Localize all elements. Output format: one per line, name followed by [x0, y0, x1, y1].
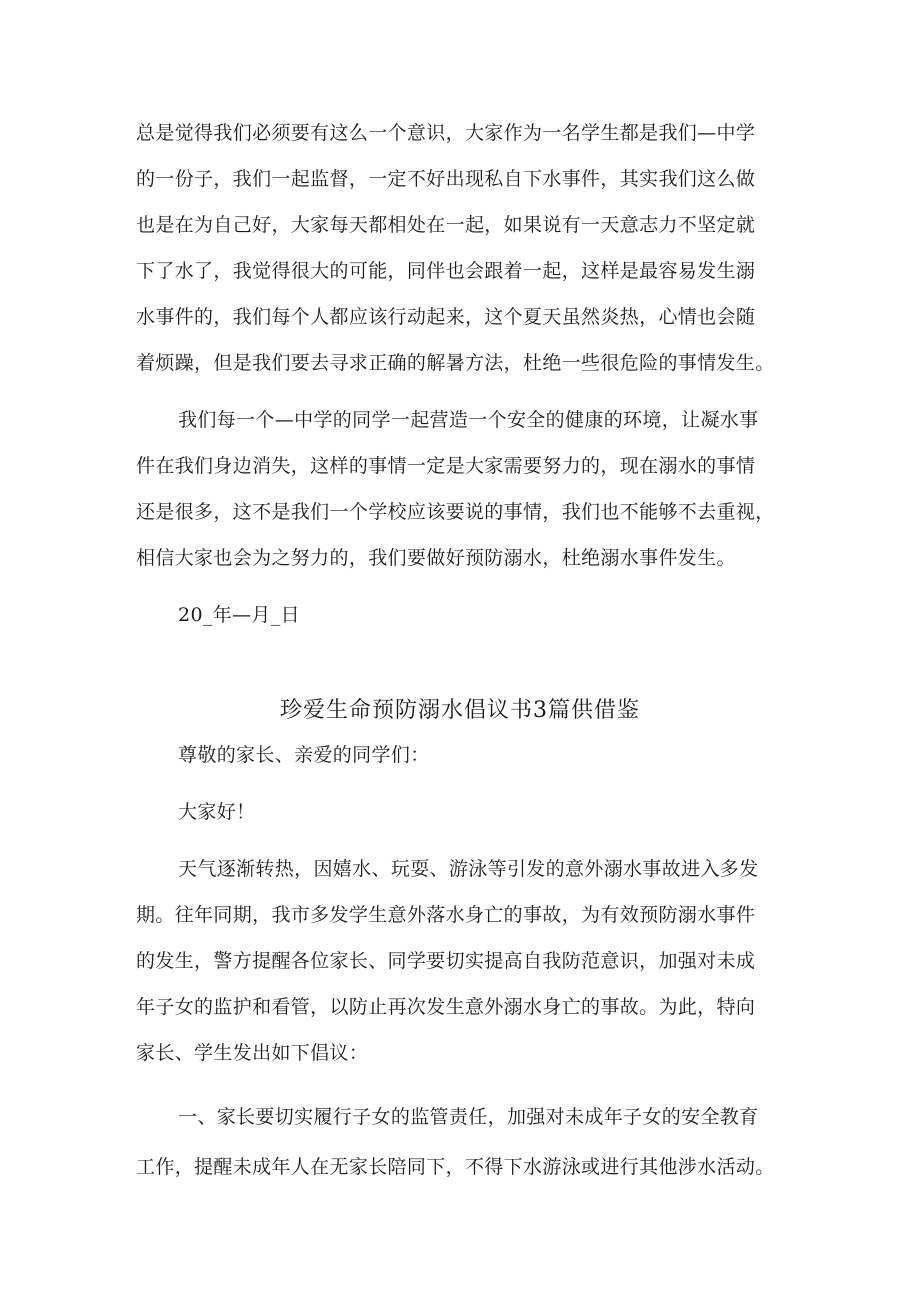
section-title: 珍爱生命预防溺水倡议书3篇供借鉴	[280, 698, 640, 723]
document-page: 总是觉得我们必须要有这么一个意识，大家作为一名学生都是我们—中学 的一份子，我们一起监督，一定不好出现私自下水事件，其实我们这么做 也是在为自己好，大家每天都相处在一起，如果说有一天意志力不坚定就 下了水了，我觉得很大的可能，同伴也会跟着一起，这样是最容易发生溺 水事件的，我们每个人都应该行动起来，这个夏天虽然炎热，心情也会随 着烦躁，但是我们要去寻求正确的解暑方法，杜绝一些很危险的事情发生。 我们每一个—中学的同学一起营造一个安全的健康的环境，让凝水事 件在我们身边消失，这样的事情一定是大家需要努力的，现在溺水的事情 还是很多，这不是我们一个学校应该要说的事情，我们也不能够不去重视， 相信大家也会为之努力的，我们要做好预防溺水，杜绝溺水事件发生。 20_年—月_日 珍爱生命预防溺水倡议书3篇供借鉴 尊敬的家长、亲爱的同学们： 大家好！ 天气逐渐转热，因嬉水、玩耍、游泳等引发的意外溺水事故进入多发 期。往年同期，我市多发学生意外落水身亡的事故，为有效预防溺水事件 的发生，警方提醒各位家长、同学要切实提高自我防范意识，加强对未成 年子女的监护和看管，以防止再次发生意外溺水身亡的事故。为此，特向 家长、学生发出如下倡议： 一、家长要切实履行子女的监管责任，加强对未成年子女的安全教育 工作，提醒未成年人在无家长陪同下，不得下水游泳或进行其他涉水活动。	[0, 0, 920, 1301]
